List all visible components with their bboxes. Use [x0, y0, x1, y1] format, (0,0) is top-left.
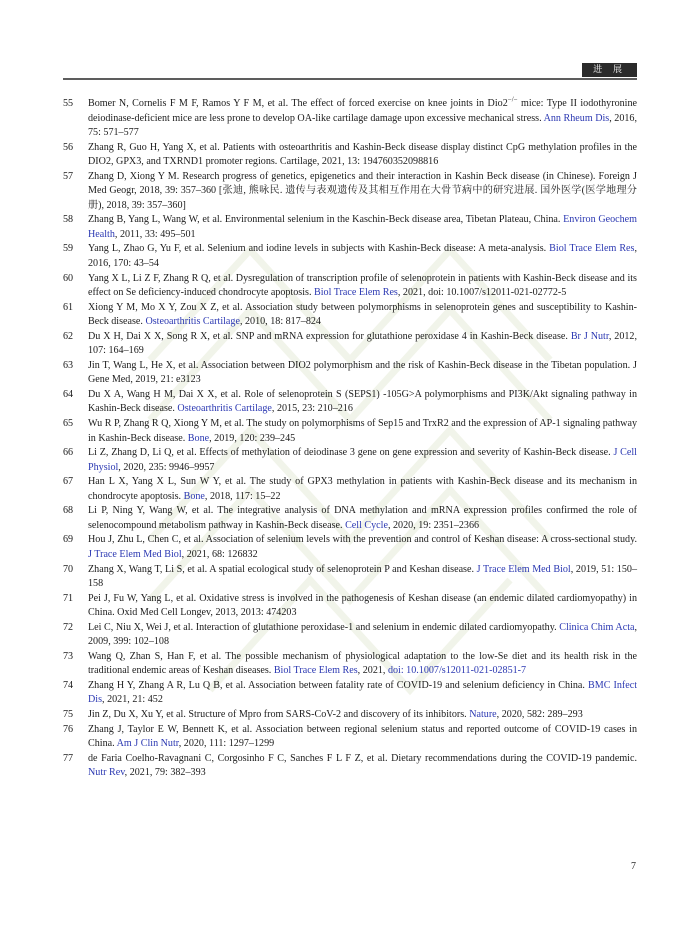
reference-number: 75 [63, 708, 74, 720]
reference-text-segment: Zhang J, Taylor E W, Bennett K, et al. Association between regional selenium status and reported outcome of COVID-19 cases in China. [88, 723, 637, 750]
reference-text [88, 359, 637, 388]
reference-text [88, 388, 637, 417]
journal-link[interactable]: Biol Trace Elem Res [314, 287, 398, 299]
reference-text-segment: , 2016, 170: 43–54 [88, 243, 637, 270]
reference-text-segment: , 2021, 68: 126832 [181, 548, 258, 560]
page-number: 7 [631, 861, 636, 872]
reference-text [88, 301, 637, 330]
reference-item [63, 417, 637, 446]
journal-link[interactable]: Osteoarthritis Cartilage [177, 403, 272, 415]
section-tag: 进 展 [582, 63, 637, 77]
reference-text-segment: Zhang H Y, Zhang A R, Lu Q B, et al. Association between fatality rate of COVID-19 and selenium deficiency in China. [88, 679, 588, 691]
reference-item [63, 242, 637, 271]
reference-text [88, 752, 637, 781]
reference-item [63, 301, 637, 330]
journal-link[interactable]: Bone [183, 490, 205, 502]
reference-item [63, 723, 637, 752]
reference-text-segment: , 2009, 399: 102–108 [88, 621, 638, 648]
reference-text [88, 272, 637, 301]
journal-link[interactable]: Nature [469, 708, 497, 720]
reference-text-segment: , 2019, 51: 150–158 [88, 563, 637, 590]
reference-text [88, 708, 637, 723]
reference-text [88, 621, 637, 650]
reference-text-segment: , 2021, [357, 665, 388, 677]
reference-number: 76 [63, 723, 74, 735]
reference-number: 61 [63, 301, 74, 313]
reference-text [88, 563, 637, 592]
reference-text-segment: , 2011, 33: 495–501 [114, 228, 196, 240]
reference-text-segment: , 2020, 111: 1297–1299 [178, 738, 275, 750]
reference-item [63, 752, 637, 781]
reference-text-segment: Li Z, Zhang D, Li Q, et al. Effects of methylation of deiodinase 3 gene on gene expression and severity of Kashin-Beck disease. [88, 447, 614, 459]
reference-number: 62 [63, 330, 74, 342]
reference-text-segment: , 2020, 19: 2351–2366 [387, 519, 480, 531]
reference-text-segment: Du X A, Wang H M, Dai X X, et al. Role of selenoprotein S (SEPS1) -105G>A polymorphisms and PI3K/Akt signaling pathway in Kashin-Beck disease. [88, 388, 637, 415]
reference-text [88, 592, 637, 621]
reference-number: 73 [63, 650, 74, 662]
reference-item [63, 679, 637, 708]
journal-link[interactable]: Cell Cycle [345, 519, 388, 531]
reference-number: 72 [63, 621, 74, 633]
reference-text-segment: Yang L, Zhao G, Yu F, et al. Selenium and iodine levels in subjects with Kashin-Beck disease: A meta-analysis. [88, 243, 550, 255]
journal-link[interactable]: Clinica Chim Acta [559, 621, 635, 633]
reference-text-segment: , 2019, 120: 239–245 [209, 432, 296, 444]
reference-item [63, 213, 637, 242]
reference-text [88, 650, 637, 679]
journal-link[interactable]: Am J Clin Nutr [116, 738, 179, 750]
reference-text-segment: Jin Z, Du X, Xu Y, et al. Structure of Mpro from SARS-CoV-2 and discovery of its inhibitors. [88, 708, 470, 720]
reference-item [63, 650, 637, 679]
reference-text-segment: , 2021, 79: 382–393 [124, 767, 206, 779]
reference-number: 69 [63, 534, 74, 546]
reference-text-segment: Hou J, Zhu L, Chen C, et al. Association of selenium levels with the prevention and control of Keshan disease: A cross-sectional study. [88, 534, 637, 546]
reference-item [63, 563, 637, 592]
reference-text-segment: , 2015, 23: 210–216 [271, 403, 353, 415]
journal-link[interactable]: Biol Trace Elem Res [273, 665, 358, 677]
reference-text-segment: , 2012, 107: 164–169 [88, 330, 637, 357]
reference-text-segment: Zhang X, Wang T, Li S, et al. A spatial ecological study of selenoprotein P and Keshan disease. [88, 563, 477, 575]
reference-number: 63 [63, 359, 74, 371]
reference-item [63, 141, 637, 170]
reference-number: 77 [63, 752, 74, 764]
journal-link[interactable]: J Cell Physiol [88, 447, 637, 473]
reference-text-segment: de Faria Coelho-Ravagnani C, Corgosinho F C, Sanches F L F Z, et al. Dietary recommendations during the COVID-19 pandemic. [88, 752, 637, 764]
reference-text [88, 446, 637, 475]
journal-link[interactable]: Biol Trace Elem Res [549, 243, 635, 255]
reference-text-segment: , 2016, 75: 571–577 [88, 112, 638, 139]
reference-text-segment: Zhang R, Guo H, Yang X, et al. Patients with osteoarthritis and Kashin-Beck disease display distinct CpG methylation profiles in the DIO2, GPX3, and TXRND1 promoter regions. Cartilage, 2021, 13: 194760352098816 [88, 141, 637, 168]
reference-text [88, 504, 637, 533]
reference-text-segment: Zhang D, Xiong Y M. Research progress of genetics, epigenetics and their interaction in Kashin Beck disease (in Chinese). Foreign J Med Geogr, 2018, 39: 357–360 [张迪, 熊咏民. 遗传与表观遗传及其相互作用在大骨节病中的研究进展. 国外医学(医学地理分册), 2018, 39: 357–360] [88, 170, 637, 211]
reference-number: 64 [63, 388, 74, 400]
reference-item [63, 359, 637, 388]
reference-text-segment: Pei J, Fu W, Yang L, et al. Oxidative stress is involved in the pathogenesis of Keshan disease (an endemic dilated cardiomyopathy) in China. Oxid Med Cell Longev, 2013, 2013: 474203 [88, 592, 637, 619]
reference-text-segment: mice: Type II iodothyronine deiodinase-deficient mice are less prone to develop OA-like cartilage damage upon excessive mechanical stress. [88, 98, 638, 124]
reference-number: 65 [63, 418, 74, 430]
reference-number: 67 [63, 476, 74, 488]
reference-text [88, 723, 637, 752]
reference-text-segment: Wu R P, Zhang R Q, Xiong Y M, et al. The study on polymorphisms of Sep15 and TrxR2 and the expression of AP-1 signaling pathway in Kashin-Beck disease. [88, 418, 637, 444]
reference-text-segment: Xiong Y M, Mo X Y, Zou X Z, et al. Association study between polymorphisms in selenoprotein genes and susceptibility to Kashin-Beck disease. [88, 301, 637, 328]
reference-text [88, 97, 637, 141]
reference-item [63, 475, 637, 504]
reference-item [63, 388, 637, 417]
reference-text [88, 475, 637, 504]
reference-list [63, 97, 637, 781]
reference-text-segment: Han L X, Yang X L, Sun W Y, et al. The study of GPX3 methylation in patients with Kashin-Beck disease and its mechanism in chondrocyte apoptosis. [88, 476, 637, 502]
reference-item [63, 533, 637, 562]
reference-text [88, 242, 637, 271]
reference-text [88, 533, 637, 562]
journal-link[interactable]: Nutr Rev [88, 767, 125, 779]
reference-text [88, 330, 637, 359]
reference-item [63, 708, 637, 723]
reference-number: 58 [63, 214, 74, 226]
journal-link[interactable]: Osteoarthritis Cartilage [145, 316, 240, 328]
reference-number: 55 [63, 98, 74, 109]
reference-number: 71 [63, 592, 74, 604]
reference-item [63, 621, 637, 650]
journal-link[interactable]: Ann Rheum Dis [543, 112, 610, 124]
journal-link[interactable]: J Trace Elem Med Biol [476, 563, 571, 575]
reference-text-segment: , 2020, 235: 9946–9957 [118, 461, 215, 473]
reference-text-segment: , 2018, 117: 15–22 [204, 490, 281, 502]
reference-number: 66 [63, 447, 74, 459]
reference-number: 57 [63, 170, 74, 182]
journal-link[interactable]: Environ Geochem Health [88, 214, 637, 240]
reference-number: 70 [63, 563, 74, 575]
journal-link[interactable]: Br J Nutr [570, 330, 609, 342]
journal-link[interactable]: Bone [187, 432, 210, 444]
reference-item [63, 330, 637, 359]
reference-item [63, 170, 637, 214]
reference-number: 59 [63, 243, 74, 255]
reference-text-segment: Jin T, Wang L, He X, et al. Association between DIO2 polymorphism and the risk of Kashin-Beck disease in the Tibetan population. J Gene Med, 2019, 21: e3123 [88, 359, 637, 386]
reference-text-segment: Zhang B, Yang L, Wang W, et al. Environmental selenium in the Kaschin-Beck disease area, Tibetan Plateau, China. [88, 214, 564, 226]
header-rule [63, 78, 637, 80]
journal-link[interactable]: BMC Infect Dis [88, 679, 637, 706]
reference-number: 74 [63, 679, 74, 691]
reference-number: 68 [63, 505, 74, 517]
reference-text-segment: Bomer N, Cornelis F M F, Ramos Y F M, et al. The effect of forced exercise on knee joints in Dio2 [88, 98, 508, 109]
reference-text-segment: , 2020, 582: 289–293 [496, 708, 583, 720]
reference-text-segment: Wang Q, Zhan S, Han F, et al. The possible mechanism of physiological adaptation to the low-Se diet and its health risk in the traditional endemic areas of Keshan diseases. [88, 650, 637, 677]
reference-text [88, 417, 637, 446]
reference-text [88, 170, 637, 214]
reference-item [63, 272, 637, 301]
reference-number: 60 [63, 272, 74, 284]
reference-text-segment: , 2021, 21: 452 [102, 694, 163, 706]
superscript: −/− [507, 95, 518, 104]
journal-link[interactable]: J Trace Elem Med Biol [88, 548, 182, 560]
reference-text [88, 679, 637, 708]
reference-text-segment: , 2021, doi: 10.1007/s12011-021-02772-5 [397, 287, 567, 299]
reference-text-segment: Du X H, Dai X X, Song R X, et al. SNP and mRNA expression for glutathione peroxidase 4 in Kashin-Beck disease. [88, 330, 571, 342]
reference-number: 56 [63, 141, 74, 153]
reference-item [63, 97, 637, 141]
reference-text-segment: Lei C, Niu X, Wei J, et al. Interaction of glutathione peroxidase-1 and selenium in endemic dilated cardiomyopathy. [88, 621, 560, 633]
reference-item [63, 504, 637, 533]
reference-item [63, 446, 637, 475]
reference-text [88, 141, 637, 170]
reference-item [63, 592, 637, 621]
reference-text-segment: Yang X L, Li Z F, Zhang R Q, et al. Dysregulation of transcription profile of selenoprotein in patients with Kashin-Beck disease and its effect on Se deficiency-induced chondrocyte apoptosis. [88, 272, 637, 299]
reference-text-segment: Li P, Ning Y, Wang W, et al. The integrative analysis of DNA methylation and mRNA expression profiles confirmed the role of selenocompound metabolism pathway in Kashin-Beck disease. [88, 505, 637, 531]
reference-text [88, 213, 637, 242]
reference-text-segment: , 2010, 18: 817–824 [239, 316, 321, 328]
journal-link[interactable]: doi: 10.1007/s12011-021-02851-7 [387, 665, 527, 677]
